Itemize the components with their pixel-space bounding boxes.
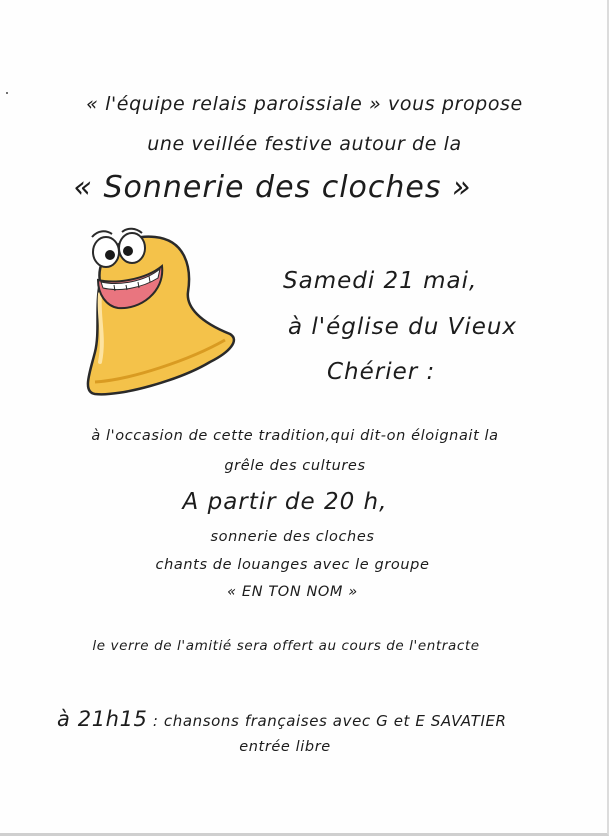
- event-place-line-2: Chérier :: [327, 359, 436, 385]
- admission-note: entrée libre: [239, 739, 331, 755]
- header-line-1: « l'équipe relais paroissiale » vous propose: [86, 93, 523, 115]
- occasion-line-2: grêle des cultures: [224, 458, 366, 474]
- second-part-line: [57, 707, 507, 731]
- event-date: Samedi 21 mai,: [283, 268, 478, 294]
- header-line-2: une veillée festive autour de la: [147, 133, 462, 155]
- program-item: sonnerie des cloches: [210, 529, 375, 545]
- program-item: chants de louanges avec le groupe: [155, 557, 430, 573]
- event-place-line-1: à l'église du Vieux: [288, 314, 518, 340]
- refreshment-note: le verre de l'amitié sera offert au cours de l'entracte: [92, 638, 480, 654]
- program-item: « EN TON NOM »: [227, 584, 358, 600]
- start-time: A partir de 20 h,: [182, 489, 388, 515]
- second-part-text: : chansons françaises avec G et E SAVATIER: [147, 712, 507, 730]
- event-title: « Sonnerie des cloches »: [73, 170, 472, 205]
- smiling-bell-icon: [70, 222, 245, 402]
- second-part-time: à 21h15: [57, 707, 148, 731]
- occasion-line-1: à l'occasion de cette tradition,qui dit-on éloignait la: [91, 428, 499, 444]
